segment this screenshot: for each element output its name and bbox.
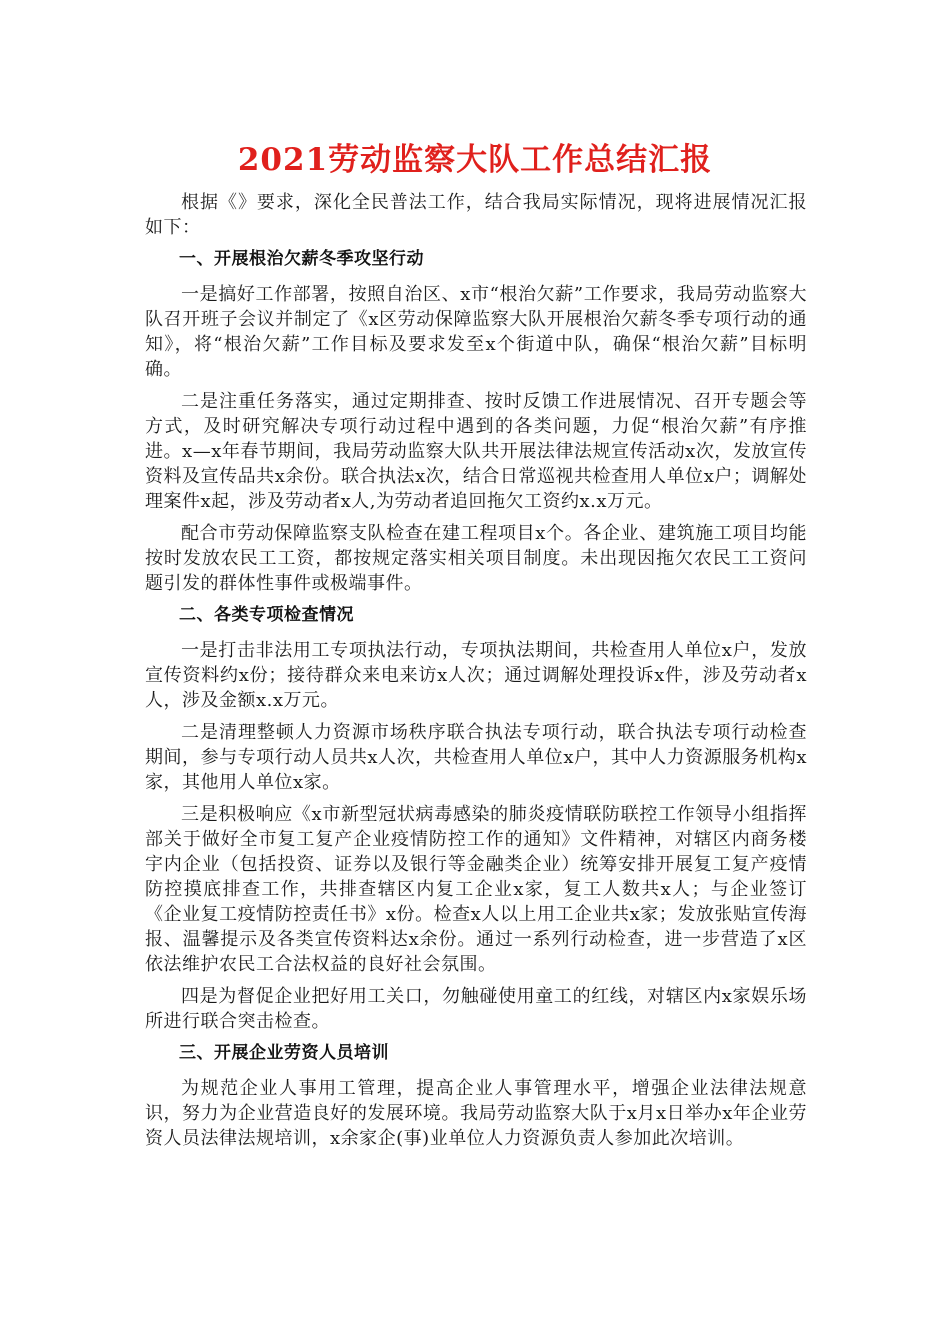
section-heading-2: 二、各类专项检查情况: [179, 605, 354, 625]
section-heading-1: 一、开展根治欠薪冬季攻坚行动: [179, 249, 424, 269]
section-2-paragraph-2: 二是清理整顿人力资源市场秩序联合执法专项行动，联合执法专项行动检查期间，参与专项行动人员共x人次，共检查用人单位x户，其中人力资源服务机构x家，其他用人单位x家。: [145, 722, 807, 793]
section-1-paragraph-3: 配合市劳动保障监察支队检查在建工程项目x个。各企业、建筑施工项目均能按时发放农民工工资，都按规定落实相关项目制度。未出现因拖欠农民工工资问题引发的群体性事件或极端事件。: [145, 523, 807, 594]
section-2-paragraph-1: 一是打击非法用工专项执法行动，专项执法期间，共检查用人单位x户，发放宣传资料约x份；接待群众来电来访x人次；通过调解处理投诉x件，涉及劳动者x人，涉及金额x.x万元。: [145, 640, 807, 711]
section-2-paragraph-3: 三是积极响应《x市新型冠状病毒感染的肺炎疫情联防联控工作领导小组指挥部关于做好全市复工复产企业疫情防控工作的通知》文件精神，对辖区内商务楼宇内企业（包括投资、证券以及银行等金融类企业）统筹安排开展复工复产疫情防控摸底排查工作，共排查辖区内复工企业x家，复工人数共x人；与企业签订《企业复工疫情防控责任书》x份。检查x人以上用工企业共x家；发放张贴宣传海报、温馨提示及各类宣传资料达x余份。通过一系列行动检查，进一步营造了x区依法维护农民工合法权益的良好社会氛围。: [145, 804, 807, 975]
section-3-paragraph-1: 为规范企业人事用工管理，提高企业人事管理水平，增强企业法律法规意识，努力为企业营造良好的发展环境。我局劳动监察大队于x月x日举办x年企业劳资人员法律法规培训，x余家企(事)业单位人力资源负责人参加此次培训。: [145, 1078, 807, 1149]
section-1-paragraph-1: 一是搞好工作部署，按照自治区、x市“根治欠薪”工作要求，我局劳动监察大队召开班子会议并制定了《x区劳动保障监察大队开展根治欠薪冬季专项行动的通知》，将“根治欠薪”工作目标及要求发至x个街道中队，确保“根治欠薪”目标明确。: [145, 284, 807, 380]
section-heading-3: 三、开展企业劳资人员培训: [179, 1043, 389, 1063]
intro-paragraph: 根据《》要求，深化全民普法工作，结合我局实际情况，现将进展情况汇报如下：: [145, 192, 807, 238]
section-1-paragraph-2: 二是注重任务落实，通过定期排查、按时反馈工作进展情况、召开专题会等方式，及时研究解决专项行动过程中遇到的各类问题，力促“根治欠薪”有序推进。x—x年春节期间，我局劳动监察大队共开展法律法规宣传活动x次，发放宣传资料及宣传品共x余份。联合执法x次，结合日常巡视共检查用人单位x户；调解处理案件x起，涉及劳动者x人,为劳动者追回拖欠工资约x.x万元。: [145, 391, 807, 512]
page-title: 2021劳动监察大队工作总结汇报: [237, 142, 713, 178]
section-2-paragraph-4: 四是为督促企业把好用工关口，勿触碰使用童工的红线，对辖区内x家娱乐场所进行联合突击检查。: [145, 986, 807, 1032]
document-body: [145, 190, 807, 1158]
